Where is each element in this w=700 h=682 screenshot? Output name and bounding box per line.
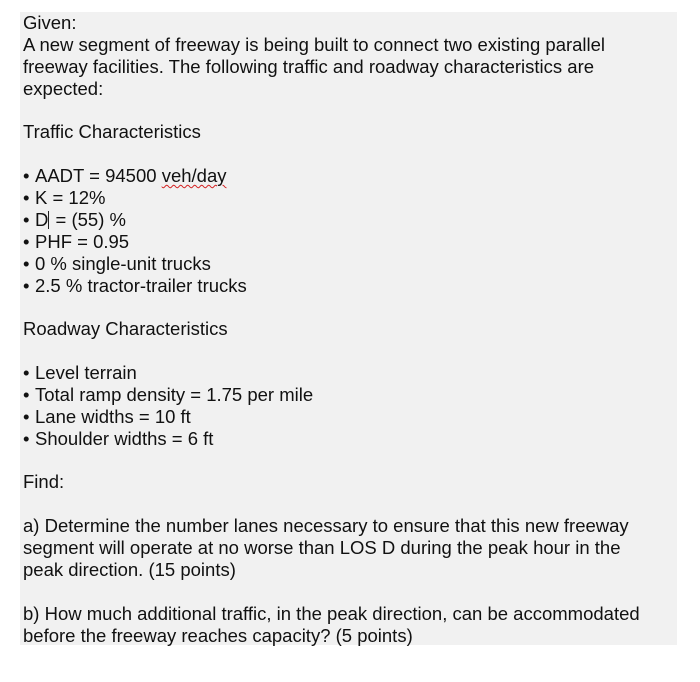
bullet-shoulder-widths	[23, 428, 213, 450]
bullet-single-unit	[23, 253, 211, 275]
bullet-icon: •	[23, 165, 30, 186]
tractor-trailer-text: 2.5 % tractor-trailer trucks	[35, 275, 247, 296]
bullet-tractor-trailer	[23, 275, 247, 297]
bullet-d	[23, 209, 126, 231]
bullet-icon: •	[23, 187, 30, 208]
d-letter: D	[35, 209, 49, 230]
roadway-item: Shoulder widths = 6 ft	[35, 428, 214, 449]
bullet-icon: •	[23, 406, 30, 427]
roadway-heading: Roadway Characteristics	[23, 318, 228, 339]
k-text: K = 12%	[35, 187, 106, 208]
bullet-icon: •	[23, 362, 30, 383]
intro-line-2: freeway facilities. The following traffic and roadway characteristics are	[23, 56, 595, 77]
bullet-k	[23, 187, 105, 209]
aadt-text: AADT = 94500	[35, 165, 162, 186]
find-heading: Find:	[23, 471, 65, 492]
part-a-line-2: segment will operate at no worse than LOS D during the peak hour in the	[23, 537, 621, 558]
bullet-phf	[23, 231, 129, 253]
roadway-item: Level terrain	[35, 362, 137, 383]
roadway-item: Total ramp density = 1.75 per mile	[35, 384, 314, 405]
given-heading: Given:	[23, 12, 77, 33]
bullet-icon: •	[23, 231, 30, 252]
bullet-aadt	[23, 165, 226, 187]
phf-text: PHF = 0.95	[35, 231, 130, 252]
single-unit-text: 0 % single-unit trucks	[35, 253, 211, 274]
bullet-icon: •	[23, 275, 30, 296]
bullet-ramp-density	[23, 384, 313, 406]
aadt-unit-misspelled: veh/day	[161, 165, 227, 186]
part-b-line-1: b) How much additional traffic, in the peak direction, can be accommodated	[23, 603, 640, 624]
traffic-heading: Traffic Characteristics	[23, 121, 201, 142]
bullet-terrain	[23, 362, 137, 384]
document-page	[20, 12, 677, 645]
bullet-icon: •	[23, 209, 30, 230]
roadway-item: Lane widths = 10 ft	[35, 406, 191, 427]
intro-line-3: expected:	[23, 78, 104, 99]
bullet-icon: •	[23, 384, 30, 405]
bullet-lane-widths	[23, 406, 191, 428]
part-a-line-1: a) Determine the number lanes necessary to ensure that this new freeway	[23, 515, 629, 536]
bullet-icon: •	[23, 428, 30, 449]
d-text: = (55) %	[50, 209, 126, 230]
part-a-line-3: peak direction. (15 points)	[23, 559, 236, 580]
part-b-line-2: before the freeway reaches capacity? (5 points)	[23, 625, 413, 646]
intro-line-1: A new segment of freeway is being built to connect two existing parallel	[23, 34, 606, 55]
bullet-icon: •	[23, 253, 30, 274]
